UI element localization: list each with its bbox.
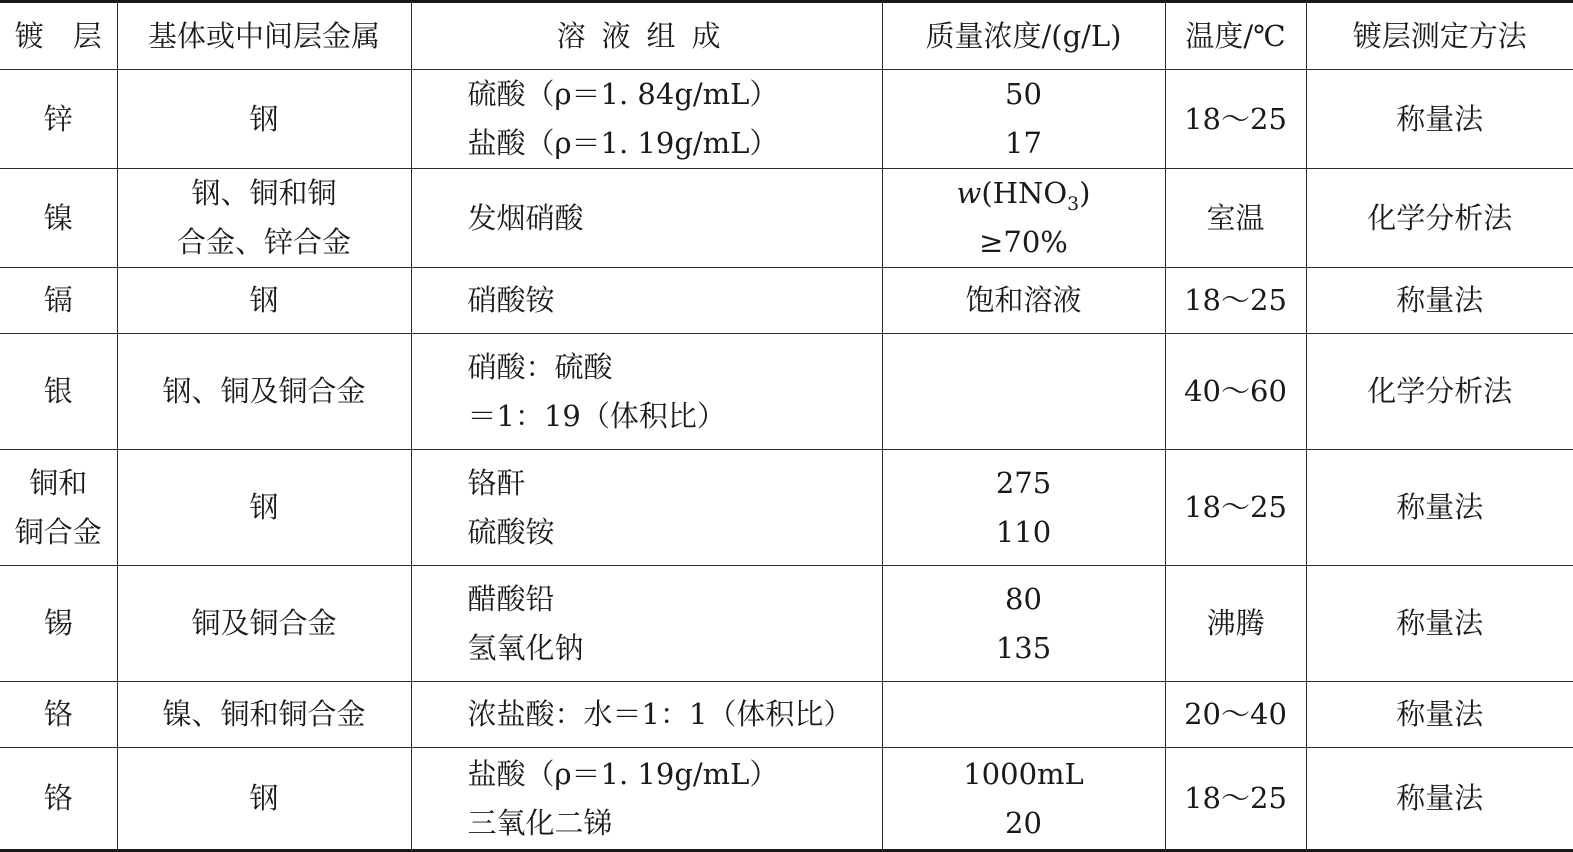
cell-substrate — [117, 334, 411, 450]
cell-solution — [411, 682, 882, 748]
cell-line: 铬 — [43, 697, 73, 731]
cell-method: 称量法 — [1306, 268, 1573, 334]
header-temperature: 温度/℃ — [1165, 2, 1306, 70]
cell-concentration — [882, 748, 1165, 851]
cell-concentration — [882, 566, 1165, 682]
cell-solution — [411, 334, 882, 450]
cell-coating — [0, 450, 117, 566]
cell-line: 盐酸（ρ＝1. 19g/mL） — [467, 756, 779, 791]
cell-method: 称量法 — [1306, 748, 1573, 851]
cell-temperature: 18～25 — [1165, 70, 1306, 169]
cell-solution — [411, 169, 882, 268]
cell-method: 称量法 — [1306, 70, 1573, 169]
cell-method: 化学分析法 — [1306, 334, 1573, 450]
cell-line: 铜合金 — [14, 514, 102, 549]
cell-substrate — [117, 748, 411, 851]
chemical-formula: HNO — [992, 176, 1068, 210]
cell-line: ≥70% — [979, 225, 1068, 259]
cell-concentration — [882, 682, 1165, 748]
cell-concentration — [882, 334, 1165, 450]
cell-coating — [0, 566, 117, 682]
cell-coating — [0, 334, 117, 450]
cell-line: 醋酸铅 — [467, 581, 555, 616]
paren-close: ) — [1079, 176, 1091, 210]
cell-solution — [411, 748, 882, 851]
header-row — [0, 2, 1573, 70]
cell-method: 称量法 — [1306, 682, 1573, 748]
cell-line: 钢、铜和铜 — [191, 176, 337, 210]
table-row — [0, 70, 1573, 169]
header-substrate: 基体或中间层金属 — [117, 2, 411, 70]
header-solution: 溶液组成 — [411, 2, 882, 70]
cell-line: 镍 — [43, 200, 73, 235]
cell-line: 80 — [1005, 581, 1042, 616]
cell-method: 称量法 — [1306, 450, 1573, 566]
cell-line: 钢 — [249, 101, 279, 136]
cell-coating — [0, 169, 117, 268]
cell-line: 钢、铜及铜合金 — [162, 374, 366, 408]
cell-line: 硝酸：硫酸 — [467, 349, 613, 384]
cell-line: 浓盐酸：水＝1：1（体积比） — [467, 697, 853, 731]
cell-temperature: 室温 — [1165, 169, 1306, 268]
cell-substrate — [117, 268, 411, 334]
header-concentration: 质量浓度/(g/L) — [882, 2, 1165, 70]
cell-temperature: 18～25 — [1165, 748, 1306, 851]
cell-temperature: 40～60 — [1165, 334, 1306, 450]
formula-subscript: 3 — [1067, 193, 1080, 215]
cell-line: 硫酸铵 — [467, 514, 555, 549]
cell-concentration — [882, 450, 1165, 566]
cell-line: 合金、锌合金 — [176, 225, 351, 259]
cell-line: 1000mL — [963, 756, 1084, 791]
cell-line: 硝酸铵 — [467, 283, 555, 317]
cell-line: 镉 — [43, 283, 73, 317]
cell-line: 275 — [995, 465, 1052, 500]
cell-line: 铜和 — [29, 465, 88, 500]
cell-line: 氢氧化钠 — [467, 630, 584, 665]
table-row — [0, 169, 1573, 268]
cell-line: 饱和溶液 — [965, 283, 1082, 317]
table-row — [0, 682, 1573, 748]
cell-line: 钢 — [249, 490, 279, 524]
cell-line: 锌 — [43, 101, 73, 136]
cell-method: 称量法 — [1306, 566, 1573, 682]
cell-concentration — [882, 70, 1165, 169]
cell-line: 三氧化二锑 — [467, 805, 613, 840]
table-row — [0, 566, 1573, 682]
cell-coating — [0, 682, 117, 748]
cell-line: 20 — [1005, 805, 1042, 840]
cell-temperature: 18～25 — [1165, 268, 1306, 334]
cell-coating — [0, 70, 117, 169]
cell-line: 17 — [1005, 126, 1042, 160]
cell-line: 钢 — [249, 781, 279, 815]
cell-coating — [0, 268, 117, 334]
cell-concentration — [882, 268, 1165, 334]
cell-line: 铬酐 — [467, 465, 526, 500]
cell-line: 钢 — [249, 283, 279, 317]
cell-line: 135 — [995, 630, 1052, 665]
cell-substrate — [117, 450, 411, 566]
cell-line: 镍、铜和铜合金 — [162, 697, 366, 731]
cell-substrate — [117, 682, 411, 748]
paren-open: ( — [981, 176, 993, 210]
cell-substrate — [117, 169, 411, 268]
cell-line: 硫酸（ρ＝1. 84g/mL） — [467, 77, 779, 111]
cell-substrate — [117, 70, 411, 169]
header-method: 镀层测定方法 — [1306, 2, 1573, 70]
cell-solution — [411, 268, 882, 334]
cell-concentration — [882, 169, 1165, 268]
cell-line: 铜及铜合金 — [191, 606, 337, 640]
cell-line: 发烟硝酸 — [467, 200, 584, 235]
table-row — [0, 334, 1573, 450]
cell-solution — [411, 566, 882, 682]
cell-solution — [411, 70, 882, 169]
cell-line — [891, 169, 1157, 218]
mass-fraction-symbol: w — [956, 176, 982, 210]
header-coating: 镀 层 — [0, 2, 117, 70]
cell-solution — [411, 450, 882, 566]
cell-line: 银 — [43, 374, 73, 408]
cell-temperature: 18～25 — [1165, 450, 1306, 566]
cell-coating — [0, 748, 117, 851]
cell-substrate — [117, 566, 411, 682]
table-row — [0, 450, 1573, 566]
cell-line: 110 — [995, 514, 1052, 549]
cell-temperature: 沸腾 — [1165, 566, 1306, 682]
cell-line: 50 — [1005, 77, 1042, 111]
table-row — [0, 748, 1573, 851]
cell-line: ＝1：19（体积比） — [467, 398, 726, 433]
cell-line: 盐酸（ρ＝1. 19g/mL） — [467, 126, 779, 160]
table-row — [0, 268, 1573, 334]
cell-line: 锡 — [43, 606, 73, 640]
cell-line: 铬 — [43, 781, 73, 815]
cell-temperature: 20～40 — [1165, 682, 1306, 748]
cell-method: 化学分析法 — [1306, 169, 1573, 268]
